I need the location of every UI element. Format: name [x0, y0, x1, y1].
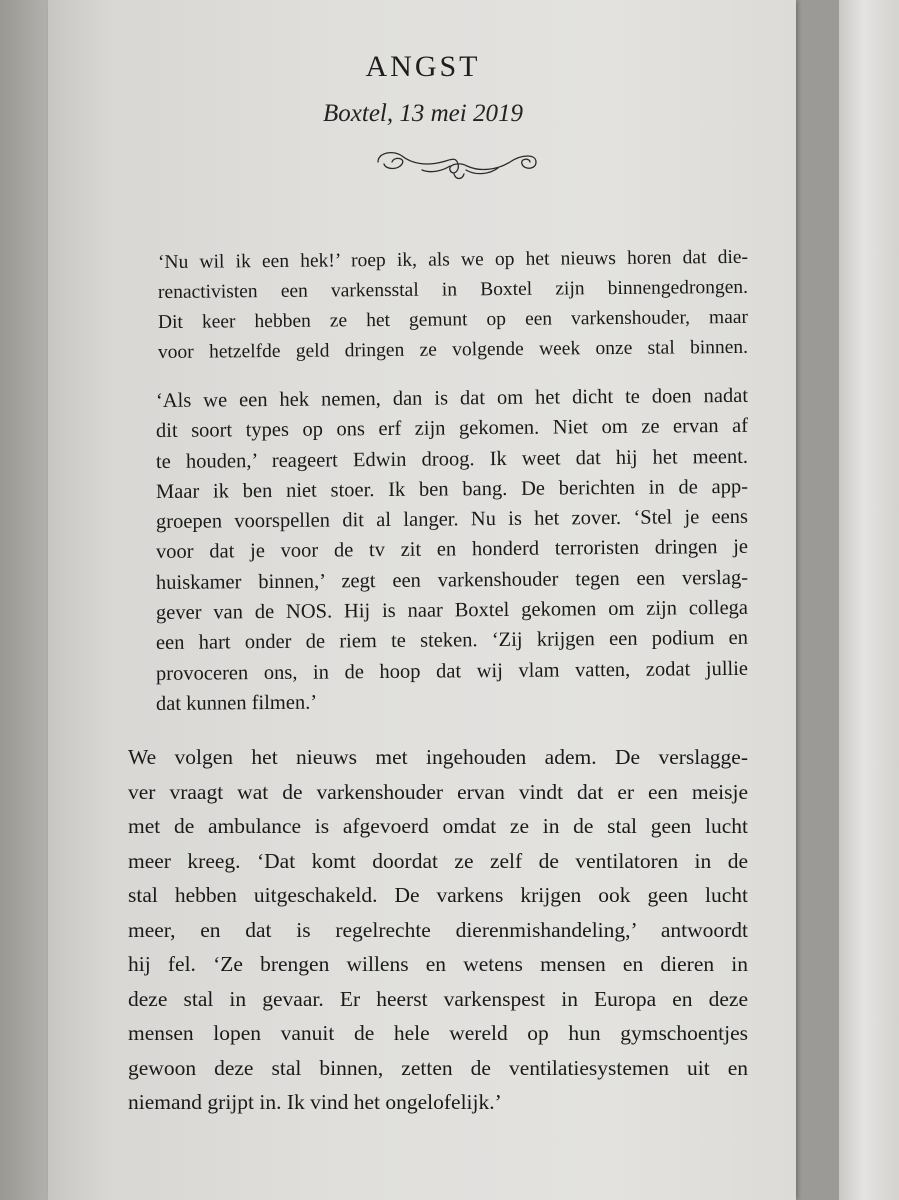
text-line: huiskamer binnen,’ zegt een varkenshouder tegen een verslag-: [155, 566, 749, 594]
text-line: mensen lopen vanuit de hele wereld op hun gymschoentjes: [128, 1021, 748, 1045]
text-line: voor hetzelfde geld dringen ze volgende week onze stal binnen.: [157, 336, 749, 363]
text-line: We volgen het nieuws met ingehouden adem. De verslagge-: [128, 745, 748, 769]
flourish-ornament-icon: [372, 140, 542, 188]
text-line: ‘Als we een hek nemen, dan is dat om het dicht te doen nadat: [155, 384, 749, 412]
text-line: renactivisten een varkensstal in Boxtel zijn binnengedrongen.: [157, 276, 749, 303]
text-line: een hart onder de riem te steken. ‘Zij krijgen een podium en: [155, 627, 749, 655]
text-line: gewoon deze stal binnen, zetten de ventilatiesystemen uit en: [128, 1055, 748, 1080]
text-line: meer kreeg. ‘Dat komt doordat ze zelf de ventilatoren in de: [128, 848, 748, 873]
book-page: [48, 0, 796, 1200]
text-line: ‘Nu wil ik een hek!’ roep ik, als we op het nieuws horen dat die-: [157, 246, 749, 273]
text-line: dat kunnen filmen.’: [155, 691, 318, 715]
paragraph-3: [128, 740, 748, 1120]
text-line: met de ambulance is afgevoerd omdat ze in de stal geen lucht: [128, 814, 748, 838]
text-line: ver vraagt wat de varkenshouder ervan vindt dat er een meisje: [128, 779, 748, 804]
background-left: [0, 0, 48, 1200]
chapter-dateline: Boxtel, 13 mei 2019: [323, 100, 523, 127]
text-line: Maar ik ben niet stoer. Ik ben bang. De berichten in de app-: [155, 475, 749, 503]
text-line: voor dat je voor de tv zit en honderd terroristen dringen je: [155, 536, 749, 564]
text-line: hij fel. ‘Ze brengen willens en wetens mensen en dieren in: [128, 952, 748, 976]
text-line: groepen voorspellen dit al langer. Nu is het zover. ‘Stel je eens: [155, 506, 749, 534]
text-line: dit soort types op ons erf zijn gekomen. Niet om ze ervan af: [155, 415, 749, 443]
background-right: [839, 0, 899, 1200]
paragraph-2: [156, 386, 748, 719]
text-line: Dit keer hebben ze het gemunt op een varkenshouder, maar: [157, 306, 749, 333]
paragraph-1: [158, 248, 748, 368]
text-line: gever van de NOS. Hij is naar Boxtel gekomen om zijn collega: [155, 596, 749, 625]
text-line: niemand grijpt in. Ik vind het ongelofelijk.’: [128, 1090, 502, 1114]
text-line: provoceren ons, in de hoop dat wij vlam vatten, zodat jullie: [155, 657, 749, 685]
text-line: te houden,’ reageert Edwin droog. Ik weet dat hij het meent.: [155, 445, 749, 473]
text-line: stal hebben uitgeschakeld. De varkens krijgen ook geen lucht: [128, 883, 748, 907]
text-line: deze stal in gevaar. Er heerst varkenspest in Europa en deze: [128, 986, 748, 1011]
text-line: meer, en dat is regelrechte dierenmishandeling,’ antwoordt: [128, 917, 748, 942]
chapter-title: ANGST: [365, 50, 481, 83]
